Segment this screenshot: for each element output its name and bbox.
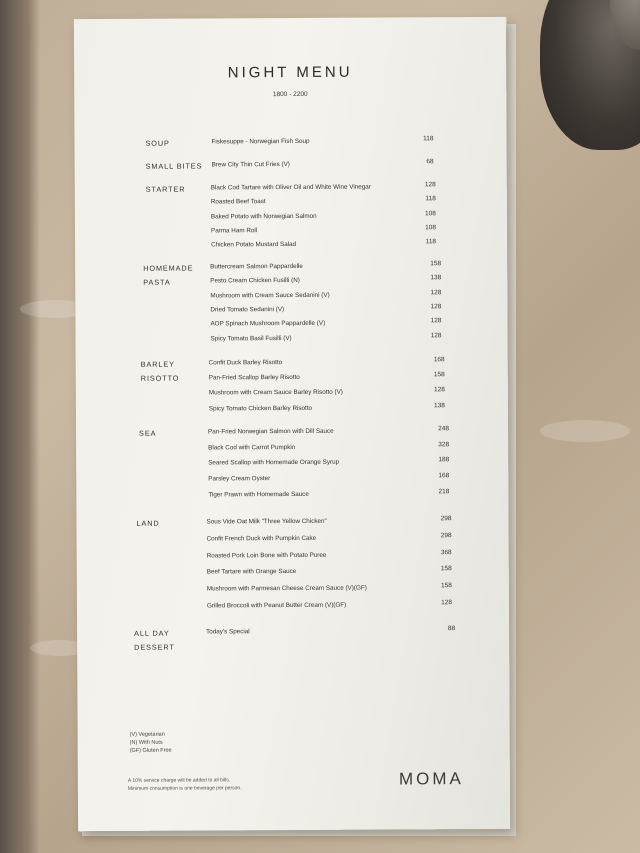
- menu-item-price: 138: [434, 401, 445, 409]
- section-label: BARLEY: [140, 359, 175, 369]
- section-label: RISOTTO: [140, 373, 180, 383]
- menu-item-price: 168: [438, 472, 450, 480]
- menu-item-price: 368: [440, 548, 452, 556]
- menu-item-name: Black Cod with Carrot Pumpkin: [208, 443, 296, 452]
- menu-item-price: 118: [423, 135, 434, 143]
- menu-hours: 1800 - 2200: [272, 90, 308, 99]
- section-label: SMALL BITES: [145, 161, 203, 171]
- menu-item-price: 68: [426, 158, 434, 166]
- menu-item-name: Chicken Potato Mustard Salad: [211, 241, 297, 249]
- menu-item-price: 128: [433, 386, 445, 394]
- section-label: ALL DAY: [134, 628, 170, 638]
- dark-bowl: [540, 0, 640, 150]
- menu-item-name: Seared Scallop with Homemade Orange Syrup: [208, 459, 340, 467]
- menu-item-name: Confit Duck Barley Risotto: [208, 359, 283, 367]
- menu-item-price: 108: [425, 224, 436, 232]
- menu-title: NIGHT MENU: [227, 63, 353, 82]
- menu-item-name: Parma Ham Roll: [210, 227, 258, 235]
- menu-item-price: 298: [440, 515, 452, 523]
- menu-item-name: Mushroom with Cream Sauce Barley Risotto (V): [208, 389, 343, 397]
- section-label: SOUP: [145, 138, 170, 148]
- menu-item-price: 168: [433, 356, 445, 364]
- legend-item: (N) With Nuts: [129, 739, 163, 746]
- legend-item: (GF) Gluten Free: [129, 747, 172, 754]
- menu-item-name: Sous Vide Oat Milk "Three Yellow Chicken": [206, 517, 327, 526]
- legend-item: (V) Vegetarian: [129, 731, 165, 738]
- section-label: PASTA: [143, 277, 171, 287]
- menu-item-name: Today's Special: [206, 628, 250, 636]
- section-label: STARTER: [145, 184, 186, 194]
- menu-item-name: Pan-Fried Norwegian Salmon with Dill Sauce: [208, 427, 334, 436]
- menu-item-name: Pan-Fried Scallop Barley Risotto: [208, 374, 300, 382]
- menu-item-price: 158: [440, 582, 452, 590]
- legend: [130, 731, 172, 755]
- moma-logo: MOMA: [398, 769, 464, 789]
- footnote-line: A 10% service charge will be added to all bills.: [127, 777, 231, 784]
- menu-item-price: 138: [430, 274, 442, 282]
- section-label: LAND: [136, 518, 160, 528]
- menu-card: [74, 17, 510, 831]
- menu-item-price: 128: [430, 303, 442, 311]
- menu-item-price: 88: [447, 625, 456, 633]
- menu-item-name: AOP Spinach Mushroom Pappardelle (V): [210, 320, 326, 328]
- menu-item-price: 328: [438, 440, 450, 448]
- menu-item-price: 128: [430, 317, 442, 325]
- menu-item-name: Tiger Prawn with Homemade Sauce: [208, 490, 309, 499]
- section-label: DESSERT: [134, 642, 175, 652]
- menu-item-price: 298: [440, 531, 452, 540]
- menu-item-name: Buttercream Salmon Pappardelle: [210, 262, 303, 271]
- menu-item-price: 108: [425, 209, 436, 217]
- menu-item-name: Roasted Pork Loin Bone with Potato Puree: [206, 551, 327, 560]
- menu-item-name: Dried Tomato Sedanini (V): [210, 305, 285, 314]
- menu-item-name: Black Cod Tartare with Oliver Oil and White Wine Vinegar: [210, 183, 371, 192]
- bowl-rim: [610, 0, 640, 50]
- menu-item-name: Confit French Duck with Pumpkin Cake: [206, 534, 317, 543]
- menu-item-price: 188: [438, 456, 450, 464]
- menu-item-name: Roasted Beef Toast: [210, 198, 266, 206]
- table-edge: [0, 0, 40, 853]
- menu-item-name: Baked Potato with Norwegian Salmon: [210, 212, 317, 221]
- menu-item-name: Grilled Broccoli with Peanut Butter Cream (V)(GF): [206, 601, 347, 610]
- menu-item-price: 128: [424, 181, 436, 189]
- menu-item-name: Pesto Cream Chicken Fusilli (N): [210, 277, 300, 285]
- menu-item-name: Mushroom with Cream Sauce Sedanini (V): [210, 291, 330, 300]
- menu-item-price: 248: [438, 425, 450, 433]
- menu-item-price: 218: [438, 487, 450, 496]
- menu-item-price: 158: [430, 260, 442, 268]
- menu-item-name: Mushroom with Parmesan Cheese Cream Sauce (V)(GF): [206, 584, 367, 593]
- menu-item-price: 128: [430, 288, 442, 296]
- menu-item-price: 158: [440, 565, 452, 573]
- menu-item-name: Spicy Tomato Chicken Barley Risotto: [208, 404, 313, 413]
- section-label: HOMEMADE: [143, 263, 194, 273]
- marble-vein: [540, 420, 630, 442]
- menu-item-price: 118: [425, 238, 437, 246]
- footnote: [128, 776, 242, 793]
- footnote-line: Minimum consumption is one beverage per person.: [127, 785, 242, 792]
- menu-item-price: 118: [425, 195, 436, 203]
- menu-item-name: Spicy Tomato Basil Fusilli (V): [210, 334, 292, 342]
- menu-item-price: 158: [433, 371, 445, 379]
- menu-item-name: Brew City Thin Cut Fries (V): [211, 161, 290, 169]
- menu-item-price: 128: [441, 599, 452, 607]
- menu-item-name: Beef Tartare with Orange Sauce: [206, 568, 297, 576]
- section-label: SEA: [139, 428, 157, 438]
- menu-item-name: Fiskesuppe - Norwegian Fish Soup: [211, 137, 310, 146]
- menu-item-price: 128: [430, 331, 442, 339]
- menu-item-name: Parsley Cream Oyster: [208, 475, 271, 483]
